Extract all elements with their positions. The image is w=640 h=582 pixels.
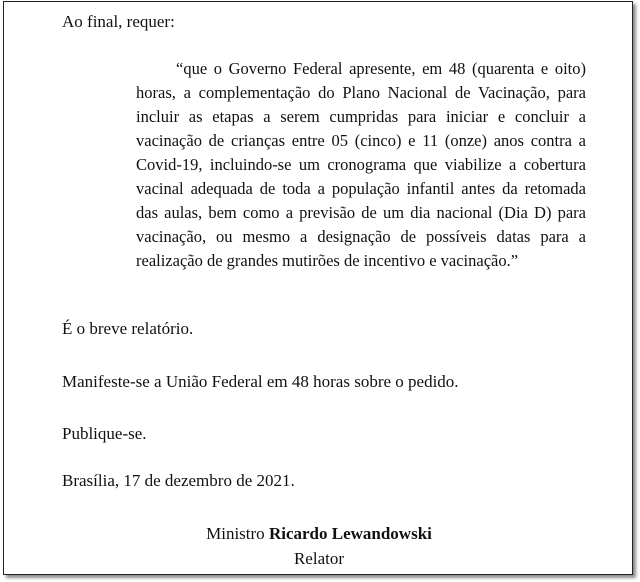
document-frame [3,1,633,575]
signature-line [4,522,634,546]
place-date: Brasília, 17 de dezembro de 2021. [62,471,295,490]
signature-name: Ricardo Lewandowski [268,524,432,543]
signature-title: Ministro [206,524,265,543]
signature-role: Relator [293,549,345,568]
quoted-request: “que o Governo Federal apresente, em 48 (quarenta e oito) horas, a complementação do Plano Nacional de Vacinação, para incluir as etapas a serem cumpridas para iniciar e concluir a vacinação de crianças entre 05 (cinco) e 11 (onze) anos contra a Covid-19, incluindo-se um cronograma que viabilize a cobertura vacinal adequada de toda a população infantil antes da retomada das aulas, bem como a previsão de um dia nacional (Dia D) para vacinação, ou mesmo a designação de possíveis datas para a realização de grandes mutirões de incentivo e vacinação.” [136,59,586,270]
order-text: Manifeste-se a União Federal em 48 horas sobre o pedido. [62,372,459,391]
publish-text: Publique-se. [62,424,147,443]
report-text: É o breve relatório. [62,319,194,338]
intro-text: Ao final, requer: [62,12,175,31]
